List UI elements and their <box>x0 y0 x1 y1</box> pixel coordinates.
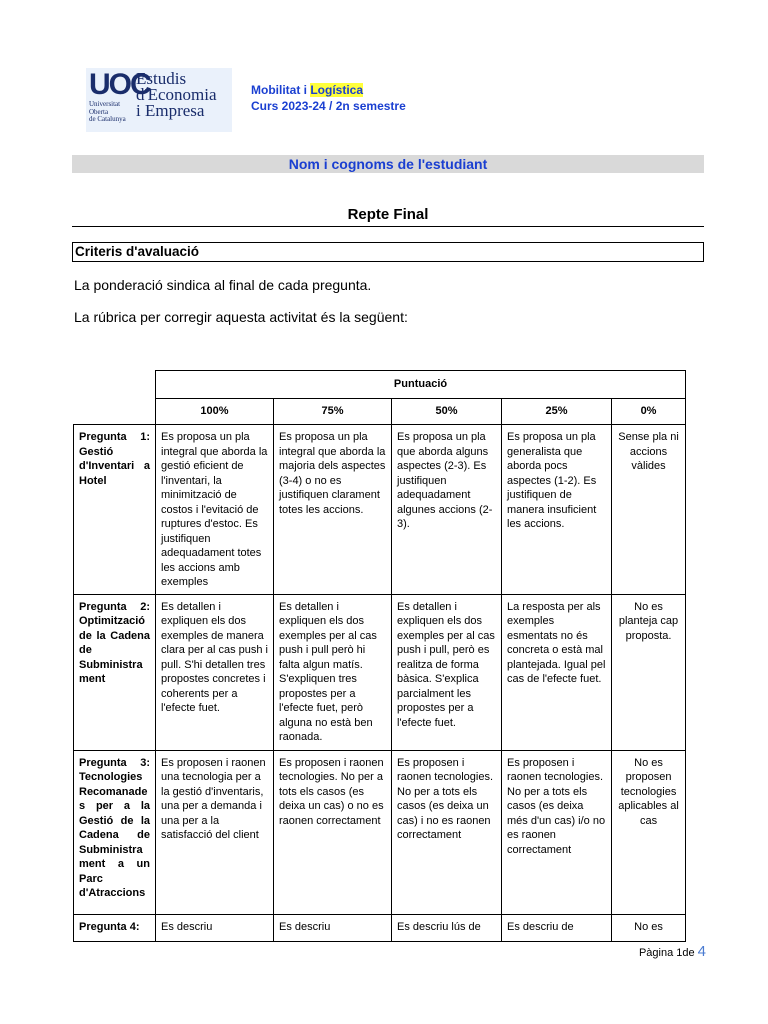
score-header: Puntuació <box>156 371 686 399</box>
criterion-cell: Es proposa un pla integral que aborda la majoria dels aspectes (3-4) o no es justifiquen clarament totes les accions. <box>274 425 392 595</box>
criterion-cell: No es <box>612 914 686 941</box>
page-total: 4 <box>697 943 706 960</box>
criterion-cell: Sense pla ni accions vàlides <box>612 425 686 595</box>
criterion-cell: No es planteja cap proposta. <box>612 594 686 750</box>
logo-mark: UOC <box>89 68 150 101</box>
criterion-cell: Es descriu lús de <box>392 914 502 941</box>
criterion-cell: Es proposa un pla generalista que aborda pocs aspectes (1-2). Es justifiquen de manera insuficient les accions. <box>502 425 612 595</box>
criterion-cell: Es proposa un pla integral que aborda la gestió eficient de l'inventari, la minimització de costos i l'evitació de ruptures d'estoc. Es justifiquen adequadament totes les accions amb exemples <box>156 425 274 595</box>
level-header: 25% <box>502 399 612 425</box>
criterion-cell: Es proposen i raonen tecnologies. No per a tots els casos (es deixa un cas) i no es raonen correctament <box>392 750 502 914</box>
intro-paragraph-1: La ponderació sindica al final de cada pregunta. <box>74 277 372 293</box>
question-label: Pregunta 3: Tecnologies Recomanades per a la Gestió de la Cadena de Subministrament a un Parc d'Atraccions <box>74 750 156 914</box>
criterion-cell: La resposta per als exemples esmentats no és concreta o està mal plantejada. Igual pel cas de l'efecte fuet. <box>502 594 612 750</box>
rubric-table <box>73 370 686 942</box>
criterion-cell: Es detallen i expliquen els dos exemples per al cas push i pull, però es realitza de forma bàsica. S'explica parcialment les propostes per a l'efecte fuet. <box>392 594 502 750</box>
uoc-logo <box>86 68 232 132</box>
criterion-cell: Es proposen i raonen tecnologies. No per a tots els casos (es deixa un cas) o no es raonen correctament <box>274 750 392 914</box>
criterion-cell: Es descriu de <box>502 914 612 941</box>
highlighted-word: Logística <box>310 83 364 97</box>
level-header: 100% <box>156 399 274 425</box>
criterion-cell: Es detallen i expliquen els dos exemples de manera clara per al cas push i pull. S'hi detallen tres propostes concretes i coherents per a l'efecte fuet. <box>156 594 274 750</box>
criterion-cell: Es descriu <box>156 914 274 941</box>
question-label: Pregunta 4: <box>74 914 156 941</box>
table-row <box>74 425 686 595</box>
student-name-bar: Nom i cognoms de l'estudiant <box>72 155 704 173</box>
course-subject: Mobilitat i Logística <box>251 83 364 97</box>
document-title: Repte Final <box>72 206 704 227</box>
table-row <box>74 750 686 914</box>
page-label: Pàgina 1de <box>638 947 698 959</box>
page-footer <box>639 944 706 961</box>
criterion-cell: Es proposen i raonen una tecnologia per a la gestió d'inventaris, una per a demanda i una per a la satisfacció del client <box>156 750 274 914</box>
intro-paragraph-2: La rúbrica per corregir aquesta activitat és la següent: <box>74 309 408 325</box>
level-header: 0% <box>612 399 686 425</box>
empty-corner <box>74 399 156 425</box>
table-row <box>74 914 686 941</box>
logo-university: Universitat Oberta de Catalunya <box>89 100 126 123</box>
criterion-cell: Es detallen i expliquen els dos exemples per al cas push i pull però hi falta algun matís. S'expliquen tres propostes per a l'efecte fuet, però alguna no està ben raonada. <box>274 594 392 750</box>
criterion-cell: Es proposa un pla que aborda alguns aspectes (2-3). Es justifiquen adequadament algunes accions (2-3). <box>392 425 502 595</box>
question-label: Pregunta 2: Optimització de la Cadena de Subministrament <box>74 594 156 750</box>
section-heading: Criteris d'avaluació <box>72 242 704 262</box>
criterion-cell: Es proposen i raonen tecnologies. No per a tots els casos (es deixa més d'un cas) i/o no es raonen correctament <box>502 750 612 914</box>
criterion-cell: Es descriu <box>274 914 392 941</box>
criterion-cell: No es proposen tecnologies aplicables al cas <box>612 750 686 914</box>
logo-faculty: Estudis d'Economia i Empresa <box>136 69 217 120</box>
level-header: 50% <box>392 399 502 425</box>
course-term: Curs 2023-24 / 2n semestre <box>251 99 406 113</box>
empty-corner <box>74 371 156 399</box>
course-info <box>251 82 406 114</box>
question-label: Pregunta 1: Gestió d'Inventari a Hotel <box>74 425 156 595</box>
level-header: 75% <box>274 399 392 425</box>
table-row <box>74 594 686 750</box>
